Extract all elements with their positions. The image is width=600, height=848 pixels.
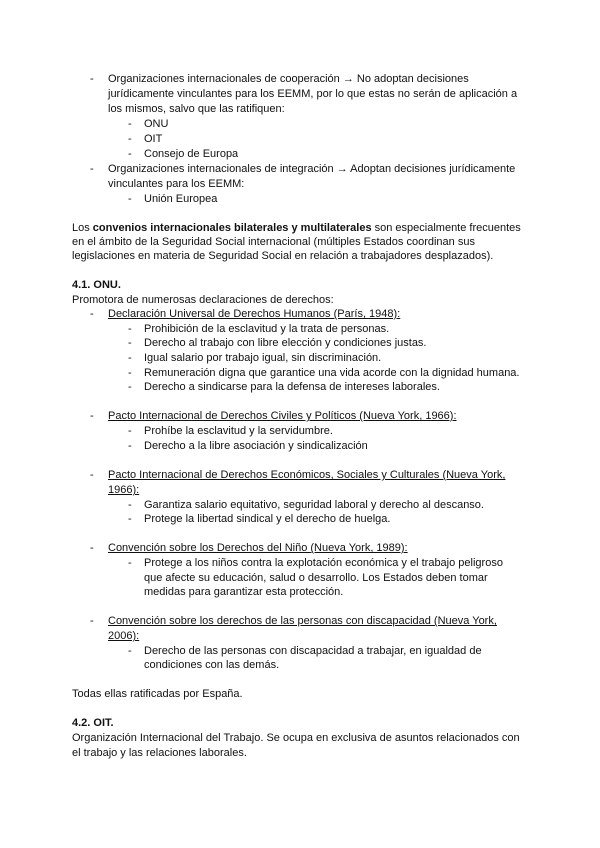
bullet-dash: - — [90, 73, 94, 85]
treaty-point: Prohíbe la esclavitud y la servidumbre. — [144, 425, 333, 437]
treaty-point: Protege la libertad sindical y el derecho de huelga. — [144, 513, 391, 525]
bullet-dash: - — [128, 499, 132, 511]
bullet-dash: - — [90, 308, 94, 320]
bullet-dash: - — [128, 133, 132, 145]
treaty-point: Garantiza salario equitativo, seguridad laboral y derecho al descanso. — [144, 499, 484, 511]
list-item-cooperacion-line2: jurídicamente vinculantes para los EEMM, por lo que estas no serán de aplicación a — [108, 88, 518, 100]
list-item-cooperacion-line3: los mismos, salvo que las ratifiquen: — [108, 103, 285, 115]
bullet-dash: - — [128, 513, 132, 525]
oit-paragraph-line1: Organización Internacional del Trabajo. Se ocupa en exclusiva de asuntos relacionados con — [72, 732, 520, 744]
treaty-point-line3: medidas para garantizar esta protección. — [144, 586, 344, 598]
treaty-point-line1: Protege a los niños contra la explotación económica y el trabajo peligroso — [144, 557, 503, 569]
oit-paragraph-line2: el trabajo y las relaciones laborales. — [72, 747, 247, 759]
bullet-dash: - — [128, 367, 132, 379]
bullet-dash: - — [90, 542, 94, 554]
bullet-dash: - — [128, 557, 132, 569]
sublist-item-union-europea: Unión Europea — [144, 193, 218, 205]
bullet-dash: - — [128, 118, 132, 130]
treaty-title-dudh: Declaración Universal de Derechos Humanos (París, 1948): — [108, 308, 401, 320]
sublist-item-oit: OIT — [144, 133, 163, 145]
treaty-title-pidesc-line1: Pacto Internacional de Derechos Económicos, Sociales y Culturales (Nueva York, — [108, 469, 506, 481]
treaty-title-pidcp: Pacto Internacional de Derechos Civiles y Políticos (Nueva York, 1966): — [108, 410, 457, 422]
onu-intro: Promotora de numerosas declaraciones de derechos: — [72, 294, 334, 306]
bullet-dash: - — [128, 381, 132, 393]
bullet-dash: - — [128, 337, 132, 349]
bullet-dash: - — [90, 410, 94, 422]
treaty-title-pidesc-line2: 1966): — [108, 484, 140, 496]
bullet-dash: - — [90, 163, 94, 175]
bullet-dash: - — [128, 193, 132, 205]
bullet-dash: - — [90, 615, 94, 627]
treaty-title-cdn: Convención sobre los Derechos del Niño (Nueva York, 1989): — [108, 542, 408, 554]
treaty-point: Derecho a la libre asociación y sindicalización — [144, 440, 368, 452]
sublist-item-consejo-europa: Consejo de Europa — [144, 148, 239, 160]
bullet-dash: - — [128, 148, 132, 160]
bullet-dash: - — [128, 645, 132, 657]
bullet-dash: - — [128, 323, 132, 335]
convenios-paragraph-line2: en el ámbito de la Seguridad Social internacional (múltiples Estados coordinan sus — [72, 236, 475, 248]
treaty-point: Derecho al trabajo con libre elección y condiciones justas. — [144, 337, 427, 349]
treaty-point-line2: condiciones con las demás. — [144, 659, 280, 671]
treaty-point: Derecho a sindicarse para la defensa de intereses laborales. — [144, 381, 440, 393]
treaty-point: Igual salario por trabajo igual, sin discriminación. — [144, 352, 382, 364]
section-heading-onu: 4.1. ONU. — [72, 279, 121, 291]
treaty-point: Remuneración digna que garantice una vida acorde con la dignidad humana. — [144, 367, 520, 379]
treaty-point-line1: Derecho de las personas con discapacidad a trabajar, en igualdad de — [144, 645, 482, 657]
treaty-title-cdpd-line2: 2006): — [108, 630, 140, 642]
treaty-title-cdpd-line1: Convención sobre los derechos de las personas con discapacidad (Nueva York, — [108, 615, 497, 627]
bullet-dash: - — [128, 440, 132, 452]
bullet-dash: - — [90, 469, 94, 481]
list-item-cooperacion-line1: Organizaciones internacionales de cooperación → No adoptan decisiones — [108, 73, 469, 85]
bullet-dash: - — [128, 352, 132, 364]
list-item-integracion-line1: Organizaciones internacionales de integración → Adoptan decisiones jurídicamente — [108, 163, 516, 175]
sublist-item-onu: ONU — [144, 118, 169, 130]
treaty-point-line2: que afecte su educación, salud o desarrollo. Los Estados deben tomar — [144, 572, 488, 584]
bullet-dash: - — [128, 425, 132, 437]
convenios-paragraph-line3: legislaciones en materia de Seguridad Social en relación a trabajadores desplazados). — [72, 250, 494, 262]
convenios-bold-term: convenios internacionales bilaterales y multilaterales — [92, 222, 372, 234]
convenios-paragraph-line1: Los convenios internacionales bilaterales y multilaterales son especialmente frecuentes — [72, 222, 521, 234]
section-heading-oit: 4.2. OIT. — [72, 717, 114, 729]
treaty-point: Prohibición de la esclavitud y la trata de personas. — [144, 323, 390, 335]
list-item-integracion-line2: vinculantes para los EEMM: — [108, 178, 245, 190]
onu-closing: Todas ellas ratificadas por España. — [72, 688, 243, 700]
